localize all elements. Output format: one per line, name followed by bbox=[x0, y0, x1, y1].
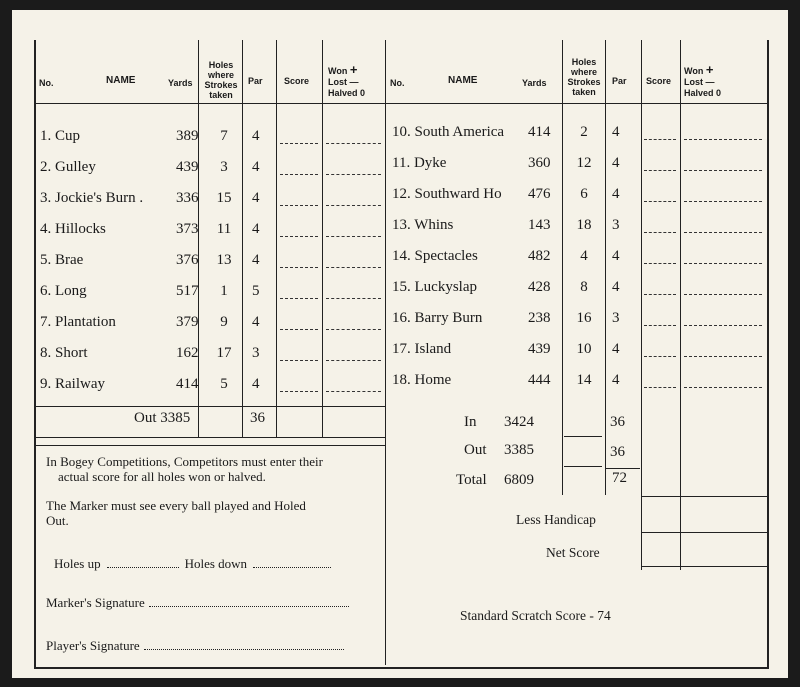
total-rule bbox=[642, 496, 767, 497]
hole-name: 1. Cup bbox=[40, 128, 81, 144]
hole-yards: 379 bbox=[176, 314, 199, 330]
hole-par: 4 bbox=[612, 186, 620, 202]
net-rule bbox=[642, 566, 767, 567]
hole-par: 4 bbox=[612, 155, 620, 171]
hole-name: 2. Gulley bbox=[40, 159, 96, 175]
hole-result-entry[interactable] bbox=[326, 204, 381, 206]
hole-name: 9. Railway bbox=[40, 376, 105, 392]
less-handicap-label: Less Handicap bbox=[516, 512, 596, 527]
hole-score-entry[interactable] bbox=[280, 390, 318, 392]
hole-par: 4 bbox=[252, 376, 260, 392]
hole-result-entry[interactable] bbox=[684, 231, 762, 233]
hole-name: 8. Short bbox=[40, 345, 88, 361]
hole-result-entry[interactable] bbox=[684, 293, 762, 295]
hdr-yards-back: Yards bbox=[522, 78, 547, 88]
hole-yards: 444 bbox=[528, 372, 551, 388]
hole-stroke-index: 6 bbox=[580, 186, 588, 202]
hole-result-entry[interactable] bbox=[326, 328, 381, 330]
out-front-label: Out 3385 bbox=[134, 410, 191, 426]
hole-score-entry[interactable] bbox=[644, 355, 676, 357]
grid-rule bbox=[36, 437, 385, 438]
hole-par: 4 bbox=[612, 341, 620, 357]
hole-result-entry[interactable] bbox=[326, 359, 381, 361]
hole-score-entry[interactable] bbox=[280, 328, 318, 330]
hole-name: 6. Long bbox=[40, 283, 87, 299]
col-line bbox=[276, 40, 277, 437]
in-label: In bbox=[464, 414, 477, 430]
hole-stroke-index: 2 bbox=[580, 124, 588, 140]
total-rule bbox=[606, 468, 640, 469]
hole-result-entry[interactable] bbox=[684, 324, 762, 326]
hole-name: 11. Dyke bbox=[392, 155, 447, 171]
col-line bbox=[562, 40, 563, 495]
hole-yards: 414 bbox=[176, 376, 199, 392]
hole-name: 15. Luckyslap bbox=[392, 279, 477, 295]
hdr-no-back: No. bbox=[390, 78, 405, 88]
hdr-name-back: NAME bbox=[448, 75, 478, 86]
marker-signature-field[interactable]: Marker's Signature bbox=[46, 595, 349, 611]
hole-par: 4 bbox=[252, 314, 260, 330]
hole-name: 3. Jockie's Burn . bbox=[40, 190, 144, 206]
total-rule bbox=[564, 436, 602, 437]
hole-name: 10. South America bbox=[392, 124, 505, 140]
out-label: Out bbox=[464, 442, 487, 458]
hole-stroke-index: 18 bbox=[576, 217, 592, 233]
hole-yards: 162 bbox=[176, 345, 199, 361]
hole-stroke-index: 8 bbox=[580, 279, 588, 295]
hole-stroke-index: 11 bbox=[216, 221, 232, 237]
col-line bbox=[605, 40, 606, 495]
hole-score-entry[interactable] bbox=[644, 293, 676, 295]
hole-yards: 414 bbox=[528, 124, 551, 140]
hole-par: 4 bbox=[612, 124, 620, 140]
hole-name: 7. Plantation bbox=[40, 314, 116, 330]
hole-par: 3 bbox=[612, 310, 620, 326]
hole-score-entry[interactable] bbox=[644, 262, 676, 264]
col-line bbox=[242, 40, 243, 437]
hole-stroke-index: 17 bbox=[216, 345, 232, 361]
hole-par: 4 bbox=[252, 221, 260, 237]
hole-name: 18. Home bbox=[392, 372, 452, 388]
hole-result-entry[interactable] bbox=[326, 390, 381, 392]
hole-yards: 439 bbox=[528, 341, 551, 357]
col-line bbox=[680, 40, 681, 570]
hole-score-entry[interactable] bbox=[644, 169, 676, 171]
hole-yards: 482 bbox=[528, 248, 551, 264]
hole-stroke-index: 3 bbox=[220, 159, 228, 175]
hole-name: 16. Barry Burn bbox=[392, 310, 483, 326]
hole-stroke-index: 16 bbox=[576, 310, 592, 326]
hdr-par: Par bbox=[248, 76, 263, 86]
hole-name: 13. Whins bbox=[392, 217, 454, 233]
center-line bbox=[385, 40, 386, 665]
hole-score-entry[interactable] bbox=[644, 324, 676, 326]
net-score-label: Net Score bbox=[546, 545, 600, 560]
hole-stroke-index: 15 bbox=[216, 190, 232, 206]
scorecard bbox=[12, 10, 788, 678]
hole-stroke-index: 7 bbox=[220, 128, 228, 144]
hole-yards: 476 bbox=[528, 186, 551, 202]
hdr-yards: Yards bbox=[168, 78, 193, 88]
hole-stroke-index: 4 bbox=[580, 248, 588, 264]
handicap-rule bbox=[642, 532, 767, 533]
holes-up-field[interactable]: Holes up Holes down bbox=[54, 556, 331, 572]
hole-name: 4. Hillocks bbox=[40, 221, 106, 237]
total-yards: 6809 bbox=[504, 472, 534, 488]
hole-name: 14. Spectacles bbox=[392, 248, 478, 264]
hole-score-entry[interactable] bbox=[644, 200, 676, 202]
hole-par: 4 bbox=[252, 252, 260, 268]
hole-score-entry[interactable] bbox=[280, 204, 318, 206]
hole-yards: 428 bbox=[528, 279, 551, 295]
col-line bbox=[322, 40, 323, 437]
grid-rule bbox=[36, 406, 385, 407]
hole-yards: 360 bbox=[528, 155, 551, 171]
total-rule bbox=[564, 466, 602, 467]
hole-score-entry[interactable] bbox=[280, 173, 318, 175]
hdr-holes-where-back: Holes where Strokes taken bbox=[567, 57, 601, 97]
hole-result-entry[interactable] bbox=[684, 200, 762, 202]
hole-result-entry[interactable] bbox=[326, 266, 381, 268]
in-yards: 3424 bbox=[504, 414, 534, 430]
hole-score-entry[interactable] bbox=[280, 359, 318, 361]
hole-yards: 376 bbox=[176, 252, 199, 268]
hdr-score-back: Score bbox=[646, 76, 672, 86]
hole-par: 4 bbox=[252, 159, 260, 175]
hole-result-entry[interactable] bbox=[684, 262, 762, 264]
notes-rule bbox=[36, 445, 385, 446]
total-label: Total bbox=[456, 472, 487, 488]
hole-par: 5 bbox=[252, 283, 260, 299]
hole-par: 4 bbox=[252, 190, 260, 206]
hole-stroke-index: 10 bbox=[576, 341, 592, 357]
hole-result-entry[interactable] bbox=[684, 169, 762, 171]
hole-name: 17. Island bbox=[392, 341, 452, 357]
hole-yards: 439 bbox=[176, 159, 199, 175]
hole-stroke-index: 1 bbox=[220, 283, 228, 299]
hole-stroke-index: 9 bbox=[220, 314, 228, 330]
hdr-holes-where: Holes where Strokes taken bbox=[204, 60, 238, 100]
hole-par: 4 bbox=[612, 248, 620, 264]
out-front-par: 36 bbox=[250, 410, 265, 426]
in-par: 36 bbox=[610, 414, 625, 430]
hole-score-entry[interactable] bbox=[280, 297, 318, 299]
hole-yards: 143 bbox=[528, 217, 551, 233]
hdr-score: Score bbox=[284, 76, 310, 86]
out-yards: 3385 bbox=[504, 442, 534, 458]
hole-result-entry[interactable] bbox=[684, 386, 762, 388]
hole-result-entry[interactable] bbox=[684, 355, 762, 357]
hole-par: 4 bbox=[252, 128, 260, 144]
hdr-name: NAME bbox=[106, 75, 136, 86]
hole-result-entry[interactable] bbox=[684, 138, 762, 140]
hole-score-entry[interactable] bbox=[280, 142, 318, 144]
hole-stroke-index: 5 bbox=[220, 376, 228, 392]
hole-par: 4 bbox=[612, 372, 620, 388]
hole-yards: 336 bbox=[176, 190, 199, 206]
hole-name: 5. Brae bbox=[40, 252, 84, 268]
hole-par: 3 bbox=[252, 345, 260, 361]
marker-note: The Marker must see every ball played and Holed Out. bbox=[46, 498, 306, 528]
hole-yards: 373 bbox=[176, 221, 199, 237]
hole-result-entry[interactable] bbox=[326, 173, 381, 175]
hole-yards: 389 bbox=[176, 128, 199, 144]
header-rule bbox=[36, 103, 767, 104]
hdr-won-lost-back: Won + Lost — Halved 0 bbox=[684, 62, 722, 98]
total-par: 72 bbox=[612, 470, 627, 486]
hole-score-entry[interactable] bbox=[280, 266, 318, 268]
out-par: 36 bbox=[610, 444, 625, 460]
hole-par: 3 bbox=[612, 217, 620, 233]
hdr-no: No. bbox=[39, 78, 54, 88]
hole-name: 12. Southward Ho bbox=[392, 186, 502, 202]
bogey-note: In Bogey Competitions, Competitors must enter their actual score for all holes won or halved. bbox=[46, 454, 323, 484]
hole-result-entry[interactable] bbox=[326, 297, 381, 299]
hole-score-entry[interactable] bbox=[280, 235, 318, 237]
hdr-par-back: Par bbox=[612, 76, 627, 86]
hole-result-entry[interactable] bbox=[326, 235, 381, 237]
col-line bbox=[641, 40, 642, 570]
hdr-won-lost: Won + Lost — Halved 0 bbox=[328, 62, 366, 98]
hole-score-entry[interactable] bbox=[644, 386, 676, 388]
hole-yards: 238 bbox=[528, 310, 551, 326]
hole-stroke-index: 13 bbox=[216, 252, 232, 268]
hole-score-entry[interactable] bbox=[644, 231, 676, 233]
hole-par: 4 bbox=[612, 279, 620, 295]
player-signature-field[interactable]: Player's Signature bbox=[46, 638, 344, 654]
hole-stroke-index: 14 bbox=[576, 372, 592, 388]
scorecard-frame bbox=[34, 40, 769, 669]
hole-stroke-index: 12 bbox=[576, 155, 592, 171]
hole-result-entry[interactable] bbox=[326, 142, 381, 144]
hole-score-entry[interactable] bbox=[644, 138, 676, 140]
standard-scratch-score: Standard Scratch Score - 74 bbox=[460, 608, 611, 623]
hole-yards: 517 bbox=[176, 283, 199, 299]
